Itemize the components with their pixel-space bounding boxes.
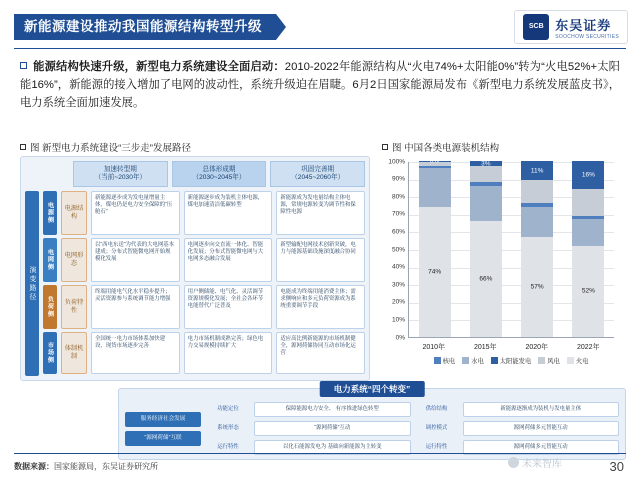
chart-bars — [409, 157, 614, 337]
y-tick: 30% — [391, 281, 405, 289]
row-cell: 新能源逐步成为发电量增量主体，煤电仍是电力安全保障的“压舱石” — [91, 191, 180, 235]
row-cell: 电网逐步向交直流一体化、智能化发展；分布式智能微电网与大电网多态融合发展 — [184, 238, 273, 282]
source-value: 国家能源局，东吴证券研究所 — [54, 462, 158, 471]
row-tag: 负荷特性 — [61, 285, 87, 329]
bar-label-solar: 0% — [429, 157, 440, 165]
row-cell: 以“西电东送”为代表的大电网基本建成；分布式智能微电网开始规模化发展 — [91, 238, 180, 282]
page-title: 新能源建设推动我国能源结构转型升级 — [14, 14, 276, 40]
x-tick: 2022年 — [576, 344, 600, 351]
four-transformations-title: 电力系统“四个转变” — [320, 381, 425, 397]
row-label: 运行特性 — [217, 444, 239, 450]
slide-header — [0, 14, 640, 46]
roadmap-row — [43, 332, 365, 374]
row-box-right: 源网荷储多元智能互动 — [463, 440, 620, 455]
roadmap-row — [43, 238, 365, 282]
bar-label-fire: 66% — [479, 275, 493, 283]
bar-label-solar: 3% — [481, 160, 491, 168]
y-tick: 20% — [391, 298, 405, 306]
bar-label-fire: 57% — [530, 283, 544, 291]
row-box: 保障能源电力安全、 有序推进绿色转型 — [254, 402, 411, 417]
stage-header-3: 巩固完善期 （2045~2060年） — [270, 161, 365, 187]
footer-divider — [14, 453, 626, 454]
y-tick: 80% — [391, 193, 405, 201]
roadmap-axis-label: 演变路径 — [25, 191, 39, 376]
bar-label-fire: 74% — [428, 268, 442, 276]
roadmap-row — [43, 191, 365, 235]
power-mix-chart — [382, 156, 626, 381]
legend-item-solar: 太阳能发电 — [491, 356, 531, 365]
bullet-square-icon — [20, 62, 27, 69]
x-tick: 2015年 — [473, 344, 497, 351]
y-tick: 90% — [391, 175, 405, 183]
watermark-text: 未来智库 — [522, 459, 562, 470]
chip-function: 服务经济社会发展 — [125, 412, 201, 427]
row-label-right: 运行特性 — [425, 444, 448, 450]
four-transformations-panel — [118, 384, 626, 460]
row-box-right: 源网荷储多元智能互动 — [463, 421, 620, 436]
row-cell: 电能成为终端用能消费主体；需求侧响应和多元负荷资源成为系统重要调节手段 — [276, 285, 365, 329]
chart-x-axis — [408, 342, 614, 352]
bar-label-fire: 52% — [581, 287, 595, 295]
roadmap-rows — [43, 191, 365, 376]
logo-mark-icon: SCB — [523, 14, 549, 40]
row-cell: 电力市场机制成熟完善；绿色电力交易规模持续扩大 — [184, 332, 273, 374]
row-box-right: 新能源逐渐成为装机与发电量主体 — [463, 402, 620, 417]
transformation-row — [206, 402, 619, 417]
caption-square-icon — [20, 144, 26, 150]
row-cell: 全国统一电力市场体系加快建设，现货市场逐步完善 — [91, 332, 180, 374]
row-label-right: 调控模式 — [425, 425, 448, 431]
row-cell: 新能源逐步成为装机主体电源，煤电加速清洁低碳转型 — [184, 191, 273, 235]
logo-name-cn: 东吴证券 — [555, 17, 612, 33]
source-label: 数据来源： — [14, 462, 54, 471]
chart-legend — [408, 356, 614, 365]
row-cell: 新能源成为发电量结构主体电源，常规电源转变为调节性和保障性电源 — [276, 191, 365, 235]
logo-name-en: SOOCHOW SECURITIES — [555, 33, 619, 40]
chart-plot-area — [408, 157, 614, 338]
row-cell: 用户侧储能、电气化、灵活调节资源规模化发展；全社会各环节电能替代广泛普及 — [184, 285, 273, 329]
four-transformations-body — [125, 403, 619, 454]
source-note — [14, 461, 158, 472]
roadmap-diagram — [20, 156, 370, 381]
bar-label-solar: 16% — [581, 171, 595, 179]
company-logo — [514, 10, 628, 44]
y-tick: 0% — [395, 334, 405, 342]
chart-y-axis — [382, 156, 408, 342]
stage-header-2: 总体形成期 （2030~2045年） — [172, 161, 267, 187]
bar-group-2022 — [563, 162, 614, 337]
row-box: “源网荷储”互动 — [254, 421, 411, 436]
transformation-rows — [206, 403, 619, 454]
row-tag: 体制机制 — [61, 332, 87, 374]
row-label: 功能定位 — [217, 406, 239, 412]
y-tick: 40% — [391, 263, 405, 271]
lead-paragraph — [20, 58, 620, 112]
stage-header-1: 加速转型期 （当前~2030年） — [73, 161, 168, 187]
left-figure-caption — [20, 140, 191, 154]
lead-body: 2010-2022年能源结构从“火电74%+太阳能0%”转为“火电52%+太阳能16%”，新能源的接入增加了电网的波动性，系统升级迫在眉睫。6月2日国家能源局发布《新型电力系统发展蓝皮书》，电力系统全面加速发展。 — [20, 61, 620, 109]
row-cell: 新型输配电网技术创新突破，电力与能源基础设施深度融合协同 — [276, 238, 365, 282]
header-divider — [14, 48, 626, 49]
row-cell: 终端用能电气化水平稳步提升；灵活资源参与系统调节能力增强 — [91, 285, 180, 329]
bar-group-2015 — [460, 162, 511, 337]
bar-group-2010 — [409, 157, 460, 337]
row-tag: 电网形态 — [61, 238, 87, 282]
row-side-label: 市场侧 — [43, 332, 57, 374]
y-tick: 60% — [391, 228, 405, 236]
transformation-chips — [125, 403, 201, 454]
watermark-icon — [508, 457, 519, 468]
row-cell: 适应高比例新能源的市场机制健全，源网荷储协同互动市场化运营 — [276, 332, 365, 374]
transformation-row — [206, 421, 619, 436]
roadmap-row — [43, 285, 365, 329]
row-tag: 电源结构 — [61, 191, 87, 235]
legend-item-nuclear: 核电 — [434, 356, 456, 365]
legend-item-hydro: 水电 — [462, 356, 484, 365]
legend-item-wind: 风电 — [538, 356, 560, 365]
row-box: 以化石能源发电为 基础向新能源为主转变 — [254, 440, 411, 455]
row-label: 系统形态 — [217, 425, 239, 431]
y-tick: 100% — [388, 158, 405, 166]
x-tick: 2010年 — [422, 344, 446, 351]
row-side-label: 电源侧 — [43, 191, 57, 235]
caption-square-icon — [382, 144, 388, 150]
watermark — [508, 455, 562, 470]
legend-item-fire: 火电 — [567, 356, 589, 365]
lead-bold-head: 能源结构快速升级，新型电力系统建设全面启动： — [33, 61, 285, 73]
bar-label-solar: 11% — [530, 167, 544, 175]
x-tick: 2020年 — [525, 344, 549, 351]
bar-group-2020 — [512, 162, 563, 337]
row-side-label: 负荷侧 — [43, 285, 57, 329]
right-figure-caption — [382, 140, 499, 154]
right-figure-caption-text: 图 中国各类电源装机结构 — [392, 143, 500, 154]
roadmap-stage-headers — [73, 161, 365, 187]
y-tick: 50% — [391, 246, 405, 254]
left-figure-caption-text: 图 新型电力系统建设“三步走”发展路径 — [30, 143, 191, 154]
row-label-right: 供给结构 — [425, 406, 448, 412]
y-tick: 10% — [391, 316, 405, 324]
page-number: 30 — [609, 459, 624, 474]
row-side-label: 电网侧 — [43, 238, 57, 282]
y-tick: 70% — [391, 210, 405, 218]
chip-form: “源网荷储”互联 — [125, 431, 201, 446]
